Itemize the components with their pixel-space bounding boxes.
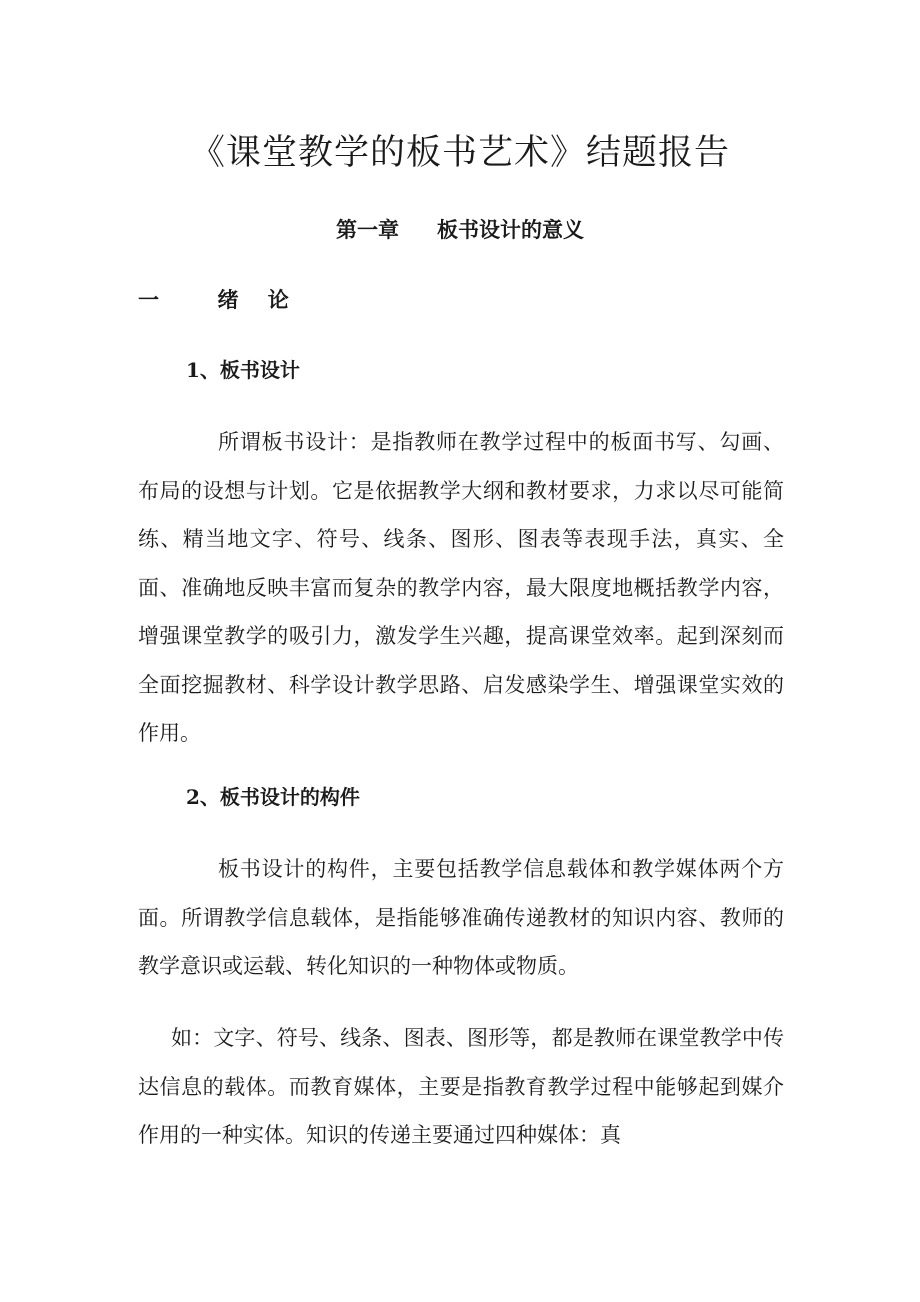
paragraph-board-components: 板书设计的构件，主要包括教学信息载体和教学媒体两个方面。所谓教学信息载体，是指能够准确传递教材的知识内容、教师的教学意识或运载、转化知识的一种物体或物质。: [138, 857, 784, 978]
section-heading: [138, 280, 289, 320]
document-title: 《课堂教学的板书艺术》结题报告: [189, 133, 730, 173]
chapter-heading: [0, 210, 920, 250]
paragraph-media-examples: 如：文字、符号、线条、图表、图形等，都是教师在课堂教学中传达信息的载体。而教育媒体，主要是指教育教学过程中能够起到媒介作用的一种实体。知识的传递主要通过四种媒体：真: [138, 1026, 784, 1147]
section-number: 一: [138, 288, 159, 312]
subsection-heading-board-design: 1、板书设计: [186, 358, 300, 382]
section-name: 绪 论: [217, 288, 289, 312]
chapter-number: 第一章: [336, 218, 399, 242]
subsection-heading-board-components: 2、板书设计的构件: [186, 785, 360, 809]
paragraph-board-design-definition: 所谓板书设计：是指教师在教学过程中的板面书写、勾画、布局的设想与计划。它是依据教学大纲和教材要求，力求以尽可能简练、精当地文字、符号、线条、图形、图表等表现手法，真实、全面、准确地反映丰富而复杂的教学内容，最大限度地概括教学内容，增强课堂教学的吸引力，激发学生兴趣，提高课堂效率。起到深刻而全面挖掘教材、科学设计教学思路、启发感染学生、增强课堂实效的作用。: [138, 430, 784, 745]
chapter-name: 板书设计的意义: [437, 218, 584, 242]
